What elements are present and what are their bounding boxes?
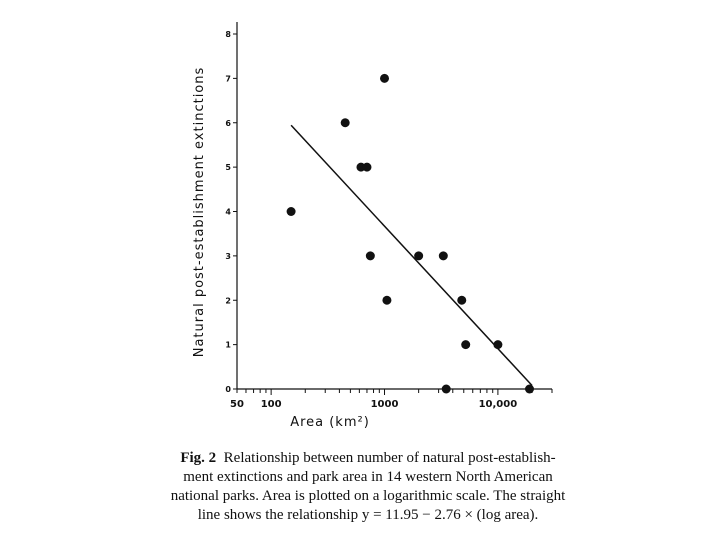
caption-line-3: national parks. Area is plotted on a logarithmic scale. The straight bbox=[170, 488, 566, 504]
data-point bbox=[461, 340, 470, 349]
chart-ticks bbox=[225, 30, 552, 410]
data-point bbox=[380, 74, 389, 83]
chart-axes bbox=[237, 22, 552, 389]
y-tick-label: 2 bbox=[225, 296, 231, 306]
data-point bbox=[382, 296, 391, 305]
x-tick-label: 10,000 bbox=[478, 399, 518, 410]
caption-line-1 bbox=[118, 449, 618, 468]
x-tick-label: 50 bbox=[230, 399, 244, 410]
data-point bbox=[341, 118, 350, 127]
data-point bbox=[457, 296, 466, 305]
y-tick-label: 7 bbox=[225, 74, 231, 84]
y-tick-label: 4 bbox=[225, 207, 231, 217]
y-tick-label: 1 bbox=[225, 340, 231, 350]
figure-caption bbox=[118, 449, 618, 525]
data-point bbox=[287, 207, 296, 216]
data-point bbox=[442, 385, 451, 394]
figure-label: Fig. 2 bbox=[180, 450, 217, 466]
data-point bbox=[439, 251, 448, 260]
data-point bbox=[362, 163, 371, 172]
y-tick-label: 8 bbox=[225, 30, 231, 39]
caption-line-2: ment extinctions and park area in 14 western North American bbox=[183, 469, 553, 485]
x-axis-title: Area (km²) bbox=[290, 415, 370, 430]
caption-text-1: Relationship between number of natural post-establish- bbox=[223, 450, 556, 466]
y-tick-label: 6 bbox=[225, 118, 231, 128]
caption-line-4: line shows the relationship y = 11.95 − 2.76 × (log area). bbox=[197, 507, 539, 523]
data-point bbox=[525, 385, 534, 394]
data-point bbox=[366, 251, 375, 260]
y-axis-title: Natural post-establishment extinctions bbox=[192, 66, 207, 358]
data-point bbox=[493, 340, 502, 349]
y-tick-label: 5 bbox=[225, 163, 231, 173]
x-tick-label: 100 bbox=[260, 399, 282, 410]
x-tick-label: 1000 bbox=[370, 399, 399, 410]
y-tick-label: 0 bbox=[225, 385, 231, 394]
data-point bbox=[414, 251, 423, 260]
y-tick-label: 3 bbox=[225, 251, 231, 261]
data-points bbox=[287, 74, 534, 394]
